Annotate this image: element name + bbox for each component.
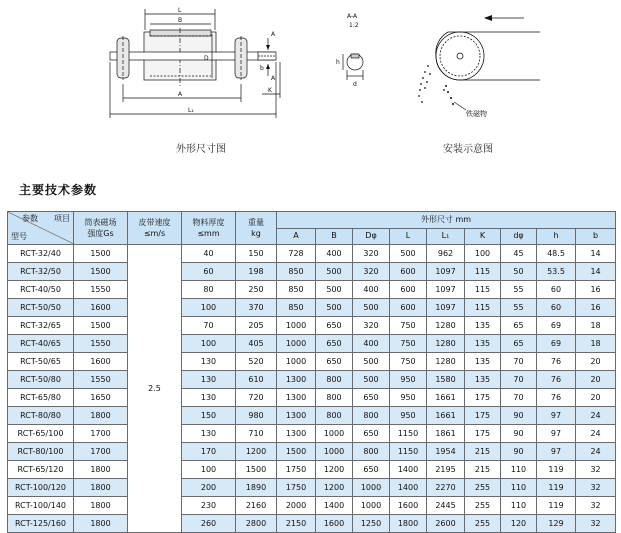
cell-value: 14 (576, 263, 616, 281)
cell-value: 500 (353, 353, 390, 371)
cell-value: 1600 (390, 497, 427, 515)
cell-value: 1300 (277, 407, 316, 425)
table-row (8, 461, 616, 479)
cell-value: 1400 (390, 461, 427, 479)
outline-caption: 外形尺寸图 (176, 144, 226, 155)
cell-value: 800 (316, 389, 353, 407)
cell-value: 500 (390, 245, 427, 263)
cell-value: 400 (353, 281, 390, 299)
cell-value: 255 (465, 497, 501, 515)
header-dims-group: 外形尺寸 mm (277, 212, 616, 229)
cell-value: 76 (537, 353, 576, 371)
cell-model: RCT-32/40 (8, 245, 74, 263)
cell-value: 205 (236, 317, 277, 335)
install-caption: 安装示意图 (443, 144, 493, 155)
cell-value: 215 (465, 443, 501, 461)
cell-value: 115 (465, 299, 501, 317)
cell-value: 90 (501, 425, 537, 443)
section-title: A-A (347, 13, 358, 20)
cell-field-strength: 1550 (74, 371, 128, 389)
cell-value: 97 (537, 443, 576, 461)
cell-value: 130 (182, 371, 236, 389)
spec-table (7, 211, 616, 533)
cell-value: 1661 (427, 389, 465, 407)
cell-value: 32 (576, 461, 616, 479)
section-aa-drawing (325, 10, 380, 90)
header-dim-Dphi: Dφ (353, 228, 390, 245)
cell-value: 175 (465, 389, 501, 407)
cell-value: 150 (236, 245, 277, 263)
cell-value: 90 (501, 443, 537, 461)
cell-value: 850 (277, 263, 316, 281)
cell-value: 2270 (427, 479, 465, 497)
corner-model-label: 型号 (11, 232, 27, 241)
cell-value: 650 (353, 425, 390, 443)
dim-label-D: D (204, 55, 209, 62)
cell-value: 200 (182, 479, 236, 497)
cell-value: 400 (316, 245, 353, 263)
cell-value: 97 (537, 425, 576, 443)
cell-model: RCT-40/65 (8, 335, 74, 353)
cell-value: 650 (316, 353, 353, 371)
table-row (8, 407, 616, 425)
cell-value: 1000 (277, 335, 316, 353)
cell-value: 260 (182, 515, 236, 533)
section-label-d: d (353, 81, 357, 88)
cell-value: 130 (182, 425, 236, 443)
cell-field-strength: 1550 (74, 281, 128, 299)
cell-model: RCT-80/80 (8, 407, 74, 425)
cell-value: 50 (501, 263, 537, 281)
cell-value: 1097 (427, 299, 465, 317)
cell-value: 1200 (316, 479, 353, 497)
cell-value: 500 (316, 281, 353, 299)
cell-model: RCT-100/140 (8, 497, 74, 515)
cell-value: 198 (236, 263, 277, 281)
cell-field-strength: 1800 (74, 407, 128, 425)
cell-value: 119 (537, 461, 576, 479)
header-dim-K: K (465, 228, 501, 245)
cell-value: 70 (501, 389, 537, 407)
cell-value: 962 (427, 245, 465, 263)
cell-value: 32 (576, 497, 616, 515)
cell-value: 1000 (353, 497, 390, 515)
cell-value: 110 (501, 461, 537, 479)
cell-value: 1150 (390, 443, 427, 461)
cell-value: 2445 (427, 497, 465, 515)
cell-value: 170 (182, 443, 236, 461)
cell-value: 130 (182, 389, 236, 407)
cell-value: 950 (390, 389, 427, 407)
cell-value: 20 (576, 353, 616, 371)
dim-label-K: K (268, 87, 272, 94)
cell-value: 1400 (390, 479, 427, 497)
cell-model: RCT-32/65 (8, 317, 74, 335)
cell-value: 255 (465, 515, 501, 533)
cell-value: 1750 (277, 461, 316, 479)
cell-value: 255 (465, 479, 501, 497)
cell-field-strength: 1500 (74, 263, 128, 281)
cell-value: 1097 (427, 281, 465, 299)
cell-value: 2800 (236, 515, 277, 533)
cell-value: 1150 (390, 425, 427, 443)
cell-value: 60 (537, 281, 576, 299)
corner-item-label: 项目 (54, 214, 70, 223)
cell-value: 135 (465, 353, 501, 371)
cell-value: 750 (390, 335, 427, 353)
cell-field-strength: 1500 (74, 317, 128, 335)
cell-value: 500 (316, 263, 353, 281)
cell-value: 600 (390, 299, 427, 317)
dim-label-B: B (178, 17, 183, 24)
cell-value: 76 (537, 389, 576, 407)
header-belt-speed: 皮带速度 ≤m/s (128, 212, 182, 245)
cell-field-strength: 1550 (74, 335, 128, 353)
cell-value: 500 (316, 299, 353, 317)
cell-value: 500 (353, 299, 390, 317)
cell-value: 16 (576, 281, 616, 299)
cell-value: 1800 (390, 515, 427, 533)
cell-value: 110 (501, 479, 537, 497)
cell-value: 110 (501, 497, 537, 515)
cell-value: 119 (537, 479, 576, 497)
cell-value: 20 (576, 371, 616, 389)
cell-value: 48.5 (537, 245, 576, 263)
cell-value: 320 (353, 245, 390, 263)
cell-value: 610 (236, 371, 277, 389)
header-thickness: 物料厚度 ≤mm (182, 212, 236, 245)
cell-field-strength: 1650 (74, 389, 128, 407)
cell-field-strength: 1800 (74, 497, 128, 515)
cell-value: 500 (353, 371, 390, 389)
cell-model: RCT-50/65 (8, 353, 74, 371)
cell-model: RCT-125/160 (8, 515, 74, 533)
cell-model: RCT-32/50 (8, 263, 74, 281)
cell-value: 1280 (427, 317, 465, 335)
cell-value: 53.5 (537, 263, 576, 281)
cell-belt-speed: 2.5 (128, 245, 182, 533)
cell-value: 800 (353, 443, 390, 461)
cell-value: 1280 (427, 335, 465, 353)
cell-value: 720 (236, 389, 277, 407)
cell-value: 650 (353, 389, 390, 407)
section-heading: 主要技术参数 (19, 183, 98, 197)
header-dim-b: b (576, 228, 616, 245)
cell-value: 175 (465, 407, 501, 425)
cell-value: 1300 (277, 425, 316, 443)
cell-value: 18 (576, 335, 616, 353)
cell-value: 14 (576, 245, 616, 263)
cell-value: 20 (576, 389, 616, 407)
table-row (8, 263, 616, 281)
cell-value: 980 (236, 407, 277, 425)
cell-value: 1600 (316, 515, 353, 533)
cell-value: 150 (182, 407, 236, 425)
cell-value: 60 (537, 299, 576, 317)
cell-model: RCT-65/120 (8, 461, 74, 479)
cell-value: 1580 (427, 371, 465, 389)
cell-value: 16 (576, 299, 616, 317)
cell-value: 850 (277, 299, 316, 317)
cell-value: 135 (465, 371, 501, 389)
cell-model: RCT-65/80 (8, 389, 74, 407)
cell-value: 40 (182, 245, 236, 263)
cell-value: 215 (465, 461, 501, 479)
table-row (8, 245, 616, 263)
install-drawing (400, 6, 550, 126)
cell-value: 100 (182, 461, 236, 479)
cell-value: 850 (277, 281, 316, 299)
cell-value: 24 (576, 443, 616, 461)
dim-label-A-section-top: A (271, 31, 276, 38)
table-row (8, 353, 616, 371)
cell-value: 800 (316, 407, 353, 425)
cell-value: 69 (537, 317, 576, 335)
header-dim-L: L (390, 228, 427, 245)
cell-value: 2195 (427, 461, 465, 479)
cell-value: 69 (537, 335, 576, 353)
cell-value: 76 (537, 371, 576, 389)
cell-value: 1280 (427, 353, 465, 371)
cell-field-strength: 1500 (74, 245, 128, 263)
cell-value: 1661 (427, 407, 465, 425)
cell-value: 70 (501, 353, 537, 371)
cell-value: 65 (501, 317, 537, 335)
corner-header (8, 212, 74, 245)
cell-value: 120 (501, 515, 537, 533)
header-weight: 重量 kg (236, 212, 277, 245)
table-row (8, 497, 616, 515)
cell-model: RCT-65/100 (8, 425, 74, 443)
cell-value: 1861 (427, 425, 465, 443)
cell-value: 320 (353, 317, 390, 335)
cell-value: 32 (576, 479, 616, 497)
table-row (8, 389, 616, 407)
cell-value: 1750 (277, 479, 316, 497)
cell-value: 650 (353, 461, 390, 479)
dim-label-L: L (178, 7, 182, 14)
table-row (8, 281, 616, 299)
cell-model: RCT-50/50 (8, 299, 74, 317)
cell-value: 175 (465, 425, 501, 443)
cell-value: 70 (501, 371, 537, 389)
cell-model: RCT-40/50 (8, 281, 74, 299)
cell-value: 119 (537, 497, 576, 515)
cell-value: 1300 (277, 389, 316, 407)
table-row (8, 425, 616, 443)
cell-value: 135 (465, 335, 501, 353)
header-dim-dphi: dφ (501, 228, 537, 245)
cell-value: 115 (465, 281, 501, 299)
install-material-label: 铁磁物 (466, 110, 487, 118)
table-row (8, 479, 616, 497)
cell-value: 710 (236, 425, 277, 443)
cell-value: 45 (501, 245, 537, 263)
table-row (8, 443, 616, 461)
cell-value: 1890 (236, 479, 277, 497)
cell-value: 24 (576, 407, 616, 425)
cell-value: 135 (465, 317, 501, 335)
cell-field-strength: 1800 (74, 479, 128, 497)
cell-value: 1500 (236, 461, 277, 479)
cell-value: 750 (390, 353, 427, 371)
table-row (8, 371, 616, 389)
corner-params-label: 参数 (22, 214, 38, 223)
cell-value: 130 (182, 353, 236, 371)
cell-value: 55 (501, 281, 537, 299)
cell-field-strength: 1800 (74, 515, 128, 533)
table-row (8, 299, 616, 317)
cell-value: 65 (501, 335, 537, 353)
cell-value: 2000 (277, 497, 316, 515)
cell-value: 24 (576, 425, 616, 443)
dim-label-A: A (178, 91, 183, 98)
cell-value: 600 (390, 263, 427, 281)
cell-field-strength: 1600 (74, 299, 128, 317)
cell-field-strength: 1600 (74, 353, 128, 371)
cell-value: 32 (576, 515, 616, 533)
cell-value: 1400 (316, 497, 353, 515)
cell-field-strength: 1800 (74, 461, 128, 479)
table-row (8, 335, 616, 353)
cell-value: 18 (576, 317, 616, 335)
header-dim-h: h (537, 228, 576, 245)
cell-value: 1954 (427, 443, 465, 461)
cell-value: 129 (537, 515, 576, 533)
cell-field-strength: 1700 (74, 425, 128, 443)
cell-value: 520 (236, 353, 277, 371)
cell-model: RCT-100/120 (8, 479, 74, 497)
cell-value: 1000 (277, 353, 316, 371)
dim-label-b: b (260, 65, 264, 72)
cell-value: 100 (182, 335, 236, 353)
cell-value: 600 (390, 281, 427, 299)
cell-value: 1000 (277, 317, 316, 335)
cell-value: 650 (316, 317, 353, 335)
cell-value: 80 (182, 281, 236, 299)
header-dim-L1: L₁ (427, 228, 465, 245)
cell-value: 60 (182, 263, 236, 281)
cell-value: 800 (353, 407, 390, 425)
cell-value: 1000 (316, 425, 353, 443)
cell-value: 100 (182, 299, 236, 317)
cell-value: 1000 (353, 479, 390, 497)
cell-value: 1000 (316, 443, 353, 461)
outline-drawing (100, 0, 300, 128)
cell-value: 750 (390, 317, 427, 335)
cell-value: 2150 (277, 515, 316, 533)
cell-value: 1250 (353, 515, 390, 533)
cell-value: 55 (501, 299, 537, 317)
cell-value: 370 (236, 299, 277, 317)
section-scale: 1:2 (349, 22, 359, 29)
cell-value: 1097 (427, 263, 465, 281)
header-field-strength: 筒表磁场 强度Gs (74, 212, 128, 245)
cell-value: 100 (465, 245, 501, 263)
cell-value: 2600 (427, 515, 465, 533)
cell-value: 800 (316, 371, 353, 389)
cell-value: 405 (236, 335, 277, 353)
cell-value: 250 (236, 281, 277, 299)
header-dim-A: A (277, 228, 316, 245)
cell-field-strength: 1700 (74, 443, 128, 461)
dim-label-L1: L₁ (188, 107, 194, 114)
cell-model: RCT-50/80 (8, 371, 74, 389)
cell-value: 230 (182, 497, 236, 515)
cell-value: 950 (390, 407, 427, 425)
cell-model: RCT-80/100 (8, 443, 74, 461)
cell-value: 97 (537, 407, 576, 425)
cell-value: 650 (316, 335, 353, 353)
cell-value: 70 (182, 317, 236, 335)
cell-value: 320 (353, 263, 390, 281)
cell-value: 90 (501, 407, 537, 425)
cell-value: 950 (390, 371, 427, 389)
section-label-h: h (336, 59, 340, 66)
cell-value: 1200 (316, 461, 353, 479)
table-row (8, 317, 616, 335)
cell-value: 115 (465, 263, 501, 281)
cell-value: 1200 (236, 443, 277, 461)
cell-value: 1500 (277, 443, 316, 461)
cell-value: 728 (277, 245, 316, 263)
cell-value: 1300 (277, 371, 316, 389)
dim-label-A-section-bottom: A (271, 75, 276, 82)
header-dim-B: B (316, 228, 353, 245)
cell-value: 400 (353, 335, 390, 353)
cell-value: 2160 (236, 497, 277, 515)
